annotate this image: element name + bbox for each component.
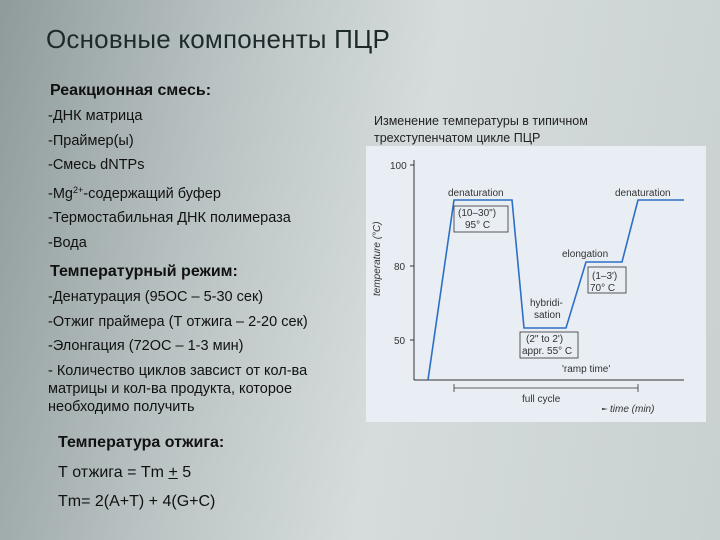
y-axis-label: temperature (°C) bbox=[372, 221, 383, 296]
denaturation-temp: 95° C bbox=[465, 220, 491, 231]
elongation-temp: 70° C bbox=[590, 283, 616, 294]
y-tick-label: 100 bbox=[390, 161, 407, 172]
annealing-formula-1: Т отжига = Tm + 5 bbox=[58, 464, 192, 481]
elongation-duration: (1–3') bbox=[592, 271, 618, 282]
denaturation-label: denaturation bbox=[615, 188, 671, 199]
list-item: -Денатурация (95ОС – 5-30 сек) bbox=[48, 289, 264, 305]
list-item: -Вода bbox=[48, 234, 87, 251]
denaturation-duration: (10–30") bbox=[458, 208, 497, 219]
annealing-heading: Температура отжига: bbox=[58, 434, 225, 451]
annealing-formula-2: Tm= 2(A+T) + 4(G+C) bbox=[58, 493, 216, 510]
list-item: -ДНК матрица bbox=[48, 108, 143, 124]
y-tick-label: 50 bbox=[394, 336, 406, 347]
figure-caption: Изменение температуры в типичном трехступенчатом цикле ПЦР bbox=[374, 114, 588, 145]
denaturation-label: denaturation bbox=[448, 188, 504, 199]
x-axis-arrow bbox=[602, 408, 608, 410]
list-item: -Смесь dNTPs bbox=[48, 157, 145, 173]
elongation-label: elongation bbox=[562, 249, 609, 260]
y-tick-label: 80 bbox=[394, 262, 406, 273]
pcr-cycle-diagram bbox=[366, 146, 706, 422]
ramp-time-label: 'ramp time' bbox=[562, 364, 611, 375]
x-axis-label: time (min) bbox=[610, 404, 655, 415]
list-item: -Термостабильная ДНК полимераза bbox=[48, 210, 291, 226]
annealing-formulas bbox=[58, 458, 215, 516]
full-cycle-label: full cycle bbox=[522, 394, 561, 405]
list-item: -Элонгация (72ОС – 1-3 мин) bbox=[48, 338, 244, 354]
hybridisation-duration: (2" to 2') bbox=[526, 334, 564, 345]
page-title: Основные компоненты ПЦР bbox=[46, 24, 390, 54]
list-item: - Количество циклов завсист от кол-ва матрицы и кол-ва продукта, которое необходимо получить bbox=[48, 362, 308, 415]
list-item: $-Mg^{2+}$-содержащий буфер bbox=[48, 184, 221, 202]
list-item: -Праймер(ы) bbox=[48, 132, 134, 149]
hybridisation-label-1: hybridi- bbox=[530, 298, 563, 309]
reaction-mix-heading: Реакционная смесь: bbox=[50, 82, 212, 99]
hybridisation-temp: appr. 55° C bbox=[522, 346, 573, 357]
list-item: -Отжиг праймера (Т отжига – 2-20 сек) bbox=[48, 313, 308, 330]
temp-mode-list bbox=[48, 285, 348, 416]
reaction-mix-list bbox=[48, 104, 291, 255]
temp-mode-heading: Температурный режим: bbox=[50, 263, 238, 280]
hybridisation-label-2: sation bbox=[534, 310, 561, 321]
